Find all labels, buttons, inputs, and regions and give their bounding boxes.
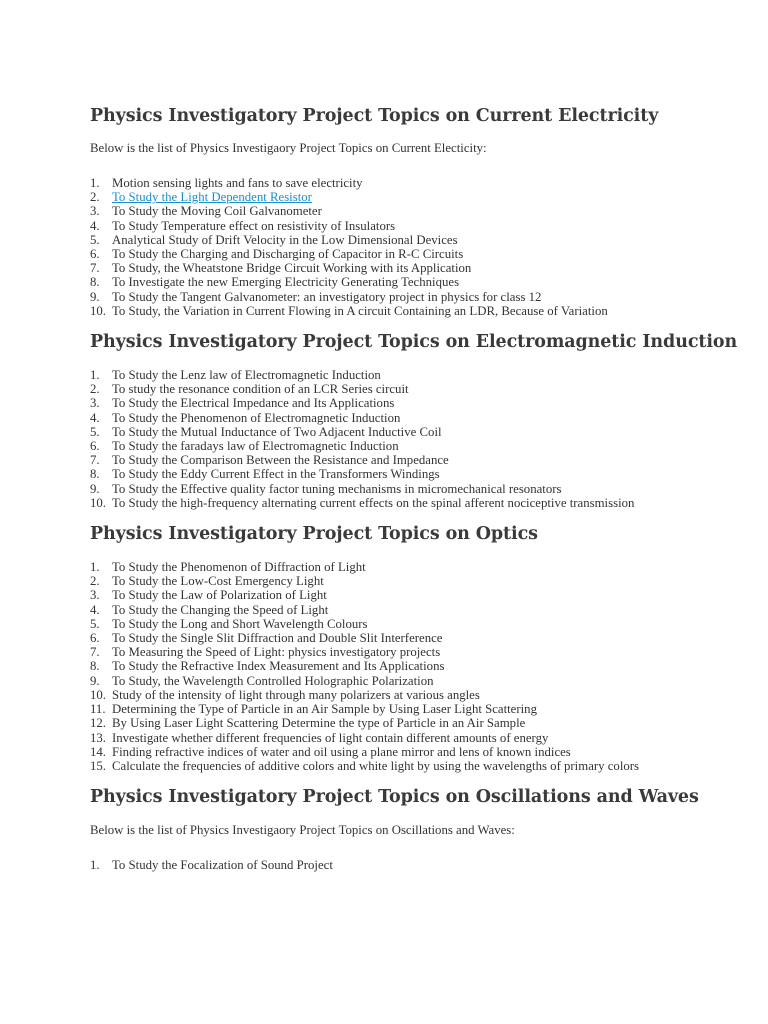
- list-number: 5.: [90, 616, 100, 631]
- list-number: 8.: [90, 467, 100, 482]
- list-number: 7.: [90, 261, 100, 276]
- list-item-text: To Study the Phenomenon of Diffraction of Light: [112, 560, 366, 575]
- list-item-text: To Study the Changing the Speed of Light: [112, 602, 329, 617]
- list-item: [90, 659, 750, 673]
- list-item-text: To Study, the Wavelength Controlled Holographic Polarization: [112, 673, 434, 688]
- list-item: [90, 453, 750, 467]
- list-item-text: By Using Laser Light Scattering Determine the type of Particle in an Air Sample: [112, 716, 526, 731]
- list-item-text: To Study the Refractive Index Measurement and Its Applications: [112, 659, 445, 674]
- list-number: 7.: [90, 453, 100, 468]
- list-number: 6.: [90, 247, 100, 262]
- list-item: [90, 396, 750, 410]
- list-number: 1.: [90, 176, 100, 190]
- list-item-text: To Study the Focalization of Sound Project: [112, 858, 333, 873]
- list-item: [90, 290, 750, 304]
- list-number: 2.: [90, 574, 100, 589]
- list-number: 9.: [90, 289, 100, 304]
- list-number: 14.: [90, 744, 106, 759]
- list-item: [90, 574, 750, 588]
- section-intro: Below is the list of Physics Investigaory Project Topics on Current Electicity:: [90, 141, 487, 155]
- section-intro: Below is the list of Physics Investigaory Project Topics on Oscillations and Waves:: [90, 823, 515, 838]
- list-item-text: Motion sensing lights and fans to save electricity: [112, 176, 363, 190]
- list-item: [90, 233, 750, 247]
- list-item-text: Investigate whether different frequencies of light contain different amounts of energy: [112, 730, 549, 745]
- list-item-text: Study of the intensity of light through many polarizers at various angles: [112, 687, 480, 702]
- list-item-text: To Study the high-frequency alternating current effects on the spinal afferent nociceptive transmission: [112, 495, 635, 510]
- list-number: 1.: [90, 368, 100, 383]
- list-number: 3.: [90, 396, 100, 411]
- document-page: [90, 100, 750, 872]
- list-item-text: To Study the Low-Cost Emergency Light: [112, 574, 324, 589]
- list-number: 10.: [90, 495, 106, 510]
- list-item-text: To Study Temperature effect on resistivity of Insulators: [112, 218, 396, 233]
- list-item-text: To Study the Moving Coil Galvanometer: [112, 204, 322, 219]
- list-item-text: To study the resonance condition of an LCR Series circuit: [112, 382, 409, 397]
- list-number: 6.: [90, 631, 100, 646]
- list-number: 1.: [90, 858, 100, 873]
- list-number: 6.: [90, 439, 100, 454]
- list-number: 4.: [90, 218, 100, 233]
- list-item: [90, 425, 750, 439]
- topic-list: [90, 858, 750, 872]
- list-item: [90, 190, 750, 204]
- list-number: 10.: [90, 303, 106, 318]
- topic-list: [90, 368, 750, 510]
- list-item-text: To Investigate the new Emerging Electricity Generating Techniques: [112, 275, 460, 290]
- list-item-text: To Study the Effective quality factor tuning mechanisms in micromechanical resonators: [112, 481, 562, 496]
- section-heading: Physics Investigatory Project Topics on Current Electricity: [90, 106, 659, 126]
- list-item: [90, 261, 750, 275]
- section-heading: Physics Investigatory Project Topics on Oscillations and Waves: [90, 787, 699, 808]
- list-item-text: To Study the Law of Polarization of Light: [112, 588, 327, 603]
- list-number: 5.: [90, 424, 100, 439]
- list-number: 10.: [90, 687, 106, 702]
- list-item: [90, 247, 750, 261]
- section-current-electricity: [90, 106, 750, 318]
- list-number: 3.: [90, 204, 100, 219]
- list-number: 5.: [90, 232, 100, 247]
- list-item: [90, 496, 750, 510]
- list-number: 4.: [90, 602, 100, 617]
- list-item: [90, 603, 750, 617]
- list-item: [90, 759, 750, 773]
- list-item: [90, 617, 750, 631]
- topic-link-light-dependent-resistor[interactable]: To Study the Light Dependent Resistor: [112, 190, 312, 205]
- list-item: [90, 204, 750, 218]
- list-item-text: To Study the Eddy Current Effect in the Transformers Windings: [112, 467, 440, 482]
- list-number: 15.: [90, 758, 106, 773]
- list-item-text: To Study the Tangent Galvanometer: an investigatory project in physics for class 12: [112, 289, 542, 304]
- list-item-text: To Study the faradays law of Electromagnetic Induction: [112, 439, 399, 454]
- list-number: 4.: [90, 410, 100, 425]
- list-number: 9.: [90, 481, 100, 496]
- list-item-text: To Study the Electrical Impedance and Its Applications: [112, 396, 395, 411]
- list-item: [90, 467, 750, 481]
- list-item: [90, 368, 750, 382]
- list-number: 12.: [90, 716, 106, 731]
- list-item: [90, 745, 750, 759]
- list-number: 3.: [90, 588, 100, 603]
- list-item-text: To Study the Lenz law of Electromagnetic Induction: [112, 368, 381, 383]
- list-item-text: To Study the Comparison Between the Resistance and Impedance: [112, 453, 449, 468]
- section-optics: [90, 524, 750, 773]
- list-item: [90, 688, 750, 702]
- list-item: [90, 411, 750, 425]
- list-item: [90, 439, 750, 453]
- list-number: 2.: [90, 382, 100, 397]
- list-item: [90, 275, 750, 289]
- list-number: 9.: [90, 673, 100, 688]
- list-number: 2.: [90, 190, 100, 205]
- list-item: [90, 858, 750, 872]
- list-item-text: To Study, the Variation in Current Flowing in A circuit Containing an LDR, Because of Variation: [112, 303, 608, 318]
- list-item: [90, 674, 750, 688]
- list-item: [90, 304, 750, 318]
- list-item: [90, 482, 750, 496]
- list-number: 8.: [90, 275, 100, 290]
- list-item-text: To Study the Charging and Discharging of Capacitor in R-C Circuits: [112, 247, 464, 262]
- list-item-text: Finding refractive indices of water and oil using a plane mirror and lens of known indices: [112, 744, 571, 759]
- list-item-text: To Measuring the Speed of Light: physics investigatory projects: [112, 645, 441, 660]
- list-item-text: To Study the Long and Short Wavelength Colours: [112, 616, 368, 631]
- list-item: [90, 176, 750, 190]
- list-item-text: To Study, the Wheatstone Bridge Circuit Working with its Application: [112, 261, 472, 276]
- list-item: [90, 382, 750, 396]
- section-heading: Physics Investigatory Project Topics on Electromagnetic Induction: [90, 332, 738, 353]
- list-item: [90, 716, 750, 730]
- list-item: [90, 631, 750, 645]
- list-number: 11.: [90, 702, 106, 717]
- topic-list: [90, 560, 750, 773]
- list-number: 8.: [90, 659, 100, 674]
- list-number: 1.: [90, 560, 100, 575]
- list-item-text: Determining the Type of Particle in an Air Sample by Using Laser Light Scattering: [112, 702, 537, 717]
- list-item: [90, 219, 750, 233]
- list-item: [90, 560, 750, 574]
- section-oscillations-and-waves: [90, 787, 750, 872]
- section-heading: Physics Investigatory Project Topics on Optics: [90, 524, 538, 545]
- list-item-text: To Study the Mutual Inductance of Two Adjacent Inductive Coil: [112, 424, 442, 439]
- topic-list: [90, 176, 750, 318]
- list-item: [90, 645, 750, 659]
- list-number: 13.: [90, 730, 106, 745]
- list-item: [90, 588, 750, 602]
- list-item-text: To Study the Single Slit Diffraction and Double Slit Interference: [112, 631, 443, 646]
- list-item-text: Analytical Study of Drift Velocity in the Low Dimensional Devices: [112, 232, 458, 247]
- list-item: [90, 731, 750, 745]
- section-electromagnetic-induction: [90, 332, 750, 510]
- list-number: 7.: [90, 645, 100, 660]
- list-item: [90, 702, 750, 716]
- list-item-text: Calculate the frequencies of additive colors and white light by using the wavelengths of primary colors: [112, 758, 640, 773]
- list-item-text: To Study the Phenomenon of Electromagnetic Induction: [112, 410, 401, 425]
